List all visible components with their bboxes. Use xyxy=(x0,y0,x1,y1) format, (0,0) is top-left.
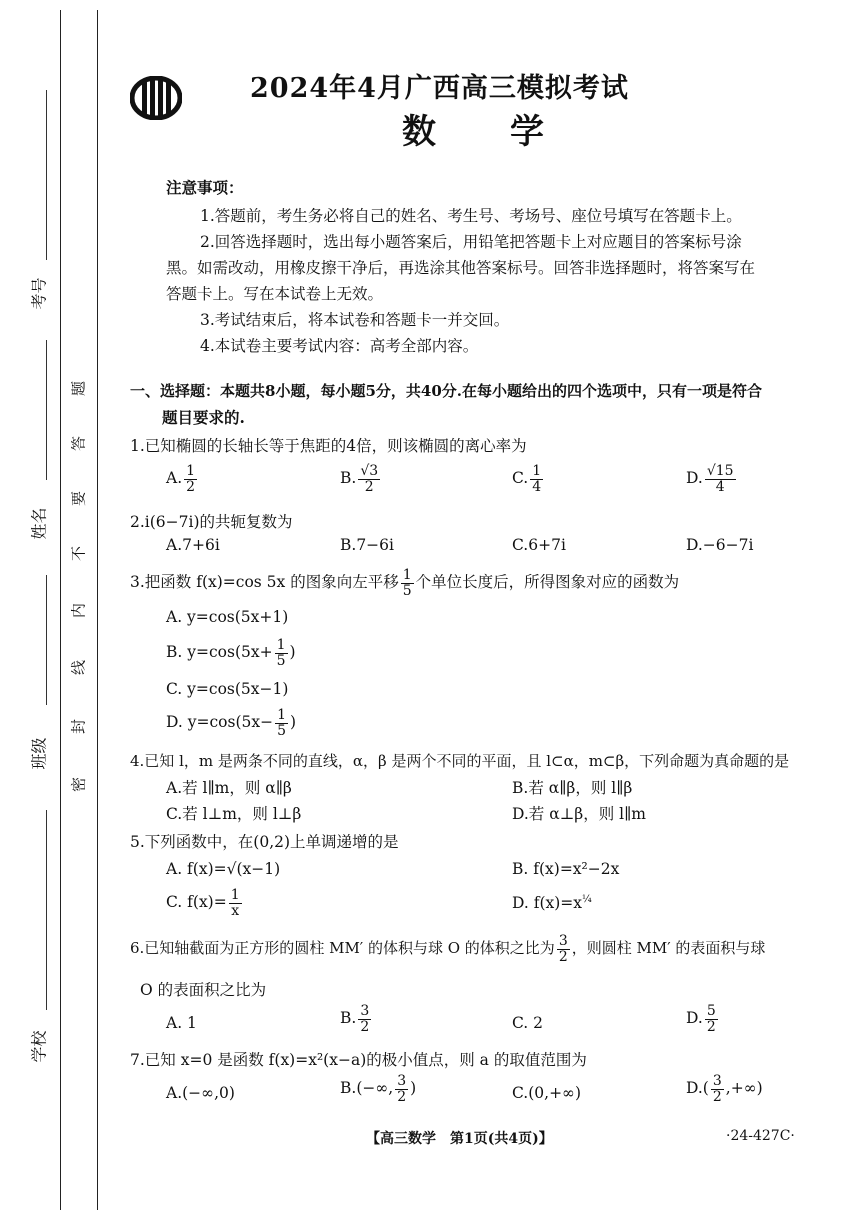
seal-char: 封 xyxy=(69,719,88,735)
seal-char: 密 xyxy=(69,777,88,793)
q5-option-a: A. f(x)=√(x−1) xyxy=(166,860,281,878)
name-fill-line xyxy=(46,340,47,480)
q3-option-b: B. y=cos(5x+ $\frac{1}{5}$ ) xyxy=(166,637,296,669)
q4-option-b: B.若 α∥β，则 l∥β xyxy=(512,779,633,797)
notice-heading: 注意事项： xyxy=(166,178,244,197)
paper-code: ·24-427C· xyxy=(726,1128,795,1144)
q7-option-c: C.(0,+∞) xyxy=(512,1084,582,1102)
notice-line: 1.答题前，考生务必将自己的姓名、考生号、考场号、座位号填写在答题卡上。 xyxy=(200,207,742,225)
q6-option-c: C. 2 xyxy=(512,1014,544,1032)
section-heading: 一、选择题：本题共8小题，每小题5分，共40分.在每小题给出的四个选项中，只有一项是符合 xyxy=(130,382,762,400)
q1-option-c: C. $\frac{1}{4}$ xyxy=(512,463,542,495)
name-label: 姓名 xyxy=(29,507,49,540)
question-3-stem: 3.把函数 f(x)=cos 5x 的图象向左平移 $\frac{1}{5}$ 个单位长度后，所得图象对应的函数为 xyxy=(130,567,680,599)
question-7-stem: 7.已知 x=0 是函数 f(x)=x²(x−a)的极小值点，则 a 的取值范围为 xyxy=(130,1051,587,1069)
seal-char: 线 xyxy=(69,660,88,676)
exam-no-label: 考号 xyxy=(29,277,49,310)
subject-title: 数 学 xyxy=(402,112,546,152)
q3-option-a: A. y=cos(5x+1) xyxy=(166,608,289,626)
notice-line: 4.本试卷主要考试内容：高考全部内容。 xyxy=(200,337,479,355)
q6-option-d: D. $\frac{5}{2}$ xyxy=(686,1003,716,1035)
q7-option-b: B.(−∞, $\frac{3}{2}$ ) xyxy=(340,1073,417,1105)
question-6-stem: 6.已知轴截面为正方形的圆柱 MM′ 的体积与球 O 的体积之比为 $\frac{3}{2}$ ，则圆柱 MM′ 的表面积与球 xyxy=(130,933,766,965)
notice-line: 黑。如需改动，用橡皮擦干净后，再选涂其他答案标号。回答非选择题时，将答案写在 xyxy=(166,259,756,277)
q3-option-c: C. y=cos(5x−1) xyxy=(166,680,289,698)
exam-no-fill-line xyxy=(46,90,47,260)
q5-option-c: C. f(x)= $\frac{1}{x}$ xyxy=(166,887,240,919)
q2-option-b: B.7−6i xyxy=(340,536,394,554)
notice-line: 答题卡上。写在本试卷上无效。 xyxy=(166,285,384,303)
margin-line-right xyxy=(97,10,98,1210)
school-fill-line xyxy=(46,810,47,1010)
question-4-stem: 4.已知 l，m 是两条不同的直线，α，β 是两个不同的平面，且 l⊂α，m⊂β，下列命题为真命题的是 xyxy=(130,752,790,770)
q3-option-d: D. y=cos(5x− $\frac{1}{5}$ ) xyxy=(166,707,297,739)
logo-icon xyxy=(130,76,182,120)
q7-option-a: A.(−∞,0) xyxy=(166,1084,235,1102)
q4-option-d: D.若 α⊥β，则 l∥m xyxy=(512,805,646,823)
seal-char: 内 xyxy=(69,603,88,619)
seal-char: 不 xyxy=(69,546,88,562)
q2-option-a: A.7+6i xyxy=(166,536,220,554)
q4-option-a: A.若 l∥m，则 α∥β xyxy=(166,779,292,797)
q1-option-d: D. $\frac{√15}{4}$ xyxy=(686,463,734,495)
q7-option-d: D.( $\frac{3}{2}$ ,+∞) xyxy=(686,1073,763,1105)
question-1-stem: 1.已知椭圆的长轴长等于焦距的4倍，则该椭圆的离心率为 xyxy=(130,437,527,455)
question-6-stem-cont: O 的表面积之比为 xyxy=(140,981,267,999)
q2-option-c: C.6+7i xyxy=(512,536,566,554)
page-title: 2024年4月广西高三模拟考试 xyxy=(250,73,629,104)
q6-option-a: A. 1 xyxy=(166,1014,197,1032)
school-label: 学校 xyxy=(29,1030,49,1063)
margin-line-left xyxy=(60,10,61,1210)
q6-option-b: B. $\frac{3}{2}$ xyxy=(340,1003,370,1035)
page-footer: 【高三数学 第1页(共4页)】 xyxy=(366,1131,553,1147)
notice-line: 3.考试结束后，将本试卷和答题卡一并交回。 xyxy=(200,311,510,329)
class-fill-line xyxy=(46,575,47,705)
q5-option-d: D. $f(x)=x^{\frac{1}{4}}$ xyxy=(512,894,592,913)
class-label: 班级 xyxy=(29,737,49,770)
section-heading-cont: 题目要求的. xyxy=(162,408,245,427)
seal-char: 题 xyxy=(69,381,88,397)
q2-option-d: D.−6−7i xyxy=(686,536,754,554)
seal-char: 答 xyxy=(69,436,88,452)
q1-option-b: B. $\frac{√3}{2}$ xyxy=(340,463,379,495)
question-2-stem: 2.i(6−7i)的共轭复数为 xyxy=(130,513,293,531)
seal-char: 要 xyxy=(69,491,88,507)
question-5-stem: 5.下列函数中，在(0,2)上单调递增的是 xyxy=(130,833,399,851)
q4-option-c: C.若 l⊥m，则 l⊥β xyxy=(166,805,302,823)
q5-option-b: B. f(x)=x²−2x xyxy=(512,860,620,878)
q1-option-a: A. $\frac{1}{2}$ xyxy=(166,463,196,495)
notice-line: 2.回答选择题时，选出每小题答案后，用铅笔把答题卡上对应题目的答案标号涂 xyxy=(200,233,742,251)
